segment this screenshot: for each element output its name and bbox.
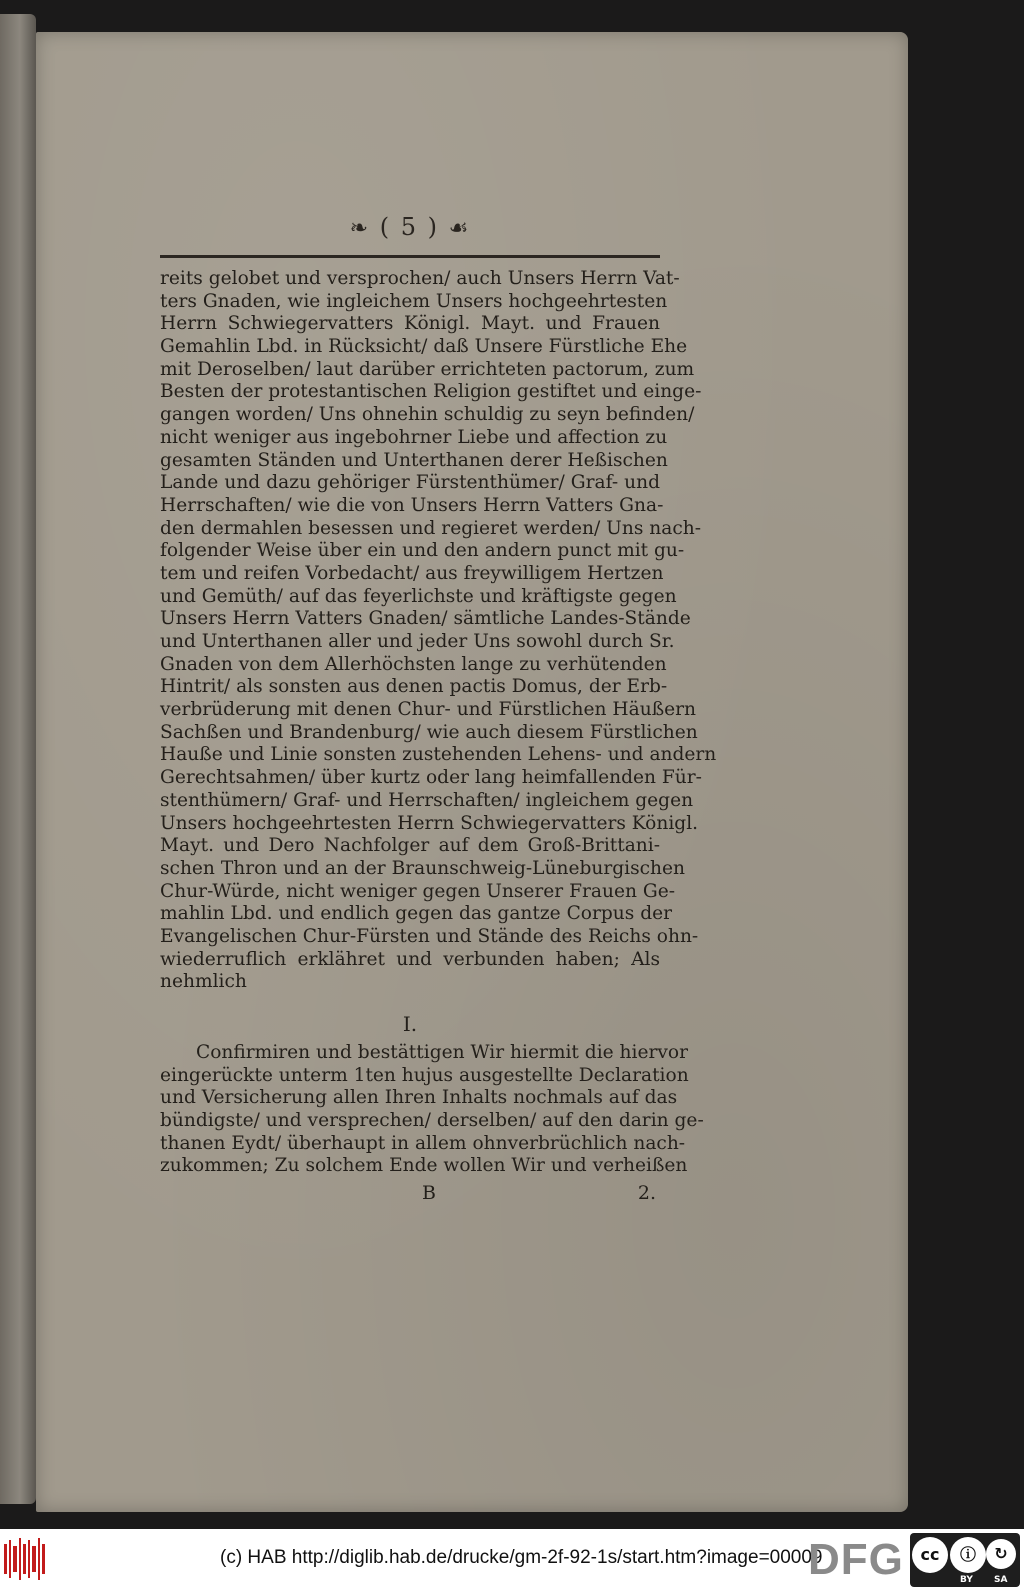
cc-license-badge[interactable] — [910, 1533, 1020, 1587]
text-line: Chur-Würde, nicht weniger gegen Unserer Frauen Ge- — [160, 880, 675, 902]
sa-label: SA — [994, 1575, 1008, 1585]
section-text — [160, 1042, 704, 1178]
header-rule — [160, 255, 660, 258]
text-line: den dermahlen besessen und regieret werden/ Uns nach- — [160, 517, 702, 539]
barcode-logo-icon — [4, 1536, 46, 1582]
text-line: nicht weniger aus ingebohrner Liebe und affection zu — [160, 426, 668, 448]
text-line: eingerückte unterm 1ten hujus ausgestellte Declaration — [160, 1064, 689, 1086]
text-line: Gerechtsahmen/ über kurtz oder lang heimfallenden Für- — [160, 767, 702, 789]
ornament-right-icon: ☙ — [448, 216, 471, 241]
catchword: 2. — [637, 1182, 656, 1204]
section-number: I. — [402, 1012, 418, 1036]
text-line: mahlin Lbd. und endlich gegen das gantze Corpus der — [160, 903, 672, 925]
text-line: Lande und dazu gehöriger Fürstenthümer/ Graf- und — [160, 472, 660, 494]
footer-bar — [0, 1529, 1024, 1592]
text-line: Sachßen und Brandenburg/ wie auch diesem Fürstlichen — [160, 721, 698, 743]
text-line: Unsers Herrn Vatters Gnaden/ sämtliche Landes-Stände — [160, 608, 691, 630]
text-line: nehmlich — [160, 971, 247, 993]
page-header — [160, 213, 660, 243]
text-line: ters Gnaden, wie ingleichem Unsers hochgeehrtesten — [160, 290, 668, 312]
share-alike-icon: ↻ — [986, 1539, 1016, 1569]
text-line: mit Deroselben/ laut darüber errichteten pactorum, zum — [160, 358, 695, 380]
text-line: schen Thron und an der Braunschweig-Lüneburgischen — [160, 857, 686, 879]
text-line: stenthümern/ Graf- und Herrschaften/ ingleichem gegen — [160, 789, 694, 811]
text-line: gangen worden/ Uns ohnehin schuldig zu seyn befinden/ — [160, 404, 695, 426]
attribution-icon: ⓘ — [950, 1537, 986, 1573]
text-line: folgender Weise über ein und den andern punct mit gu- — [160, 540, 685, 562]
text-line: Mayt. und Dero Nachfolger auf dem Groß-Brittani- — [160, 835, 660, 857]
text-line: Gnaden von dem Allerhöchsten lange zu verhütenden — [160, 653, 667, 675]
text-line: tem und reifen Vorbedacht/ aus freywilligem Hertzen — [160, 562, 664, 584]
text-line: Hauße und Linie sonsten zustehenden Lehens- und andern — [160, 744, 717, 766]
text-line: zukommen; Zu solchem Ende wollen Wir und verheißen — [160, 1155, 688, 1177]
text-line: und Unterthanen aller und jeder Uns sowohl durch Sr. — [160, 631, 675, 652]
by-label: BY — [960, 1575, 973, 1585]
text-line: thanen Eydt/ überhaupt in allem ohnverbrüchlich nach- — [160, 1132, 686, 1154]
text-line: reits gelobet und versprochen/ auch Unsers Herrn Vat- — [160, 268, 680, 289]
text-line: bündigste/ und versprechen/ derselben/ auf den darin ge- — [160, 1110, 704, 1132]
dfg-logo: DFG — [808, 1535, 904, 1584]
page-number: ( 5 ) — [379, 213, 439, 241]
text-line: Confirmiren und bestättigen Wir hiermit die hiervor — [196, 1042, 688, 1063]
body-text — [160, 268, 717, 994]
text-line: wiederruflich erklähret und verbunden haben; Als — [160, 948, 660, 970]
page-foot — [160, 1182, 660, 1206]
adjacent-page-edge — [0, 14, 36, 1504]
text-line: gesamten Ständen und Unterthanen derer Heßischen — [160, 449, 668, 471]
text-line: Evangelischen Chur-Fürsten und Stände des Reichs ohn- — [160, 925, 699, 947]
text-line: Hintrit/ als sonsten aus denen pactis Domus, der Erb- — [160, 676, 668, 698]
copyright-credit-link[interactable]: (c) HAB http://diglib.hab.de/drucke/gm-2f-92-1s/start.htm?image=00009 — [220, 1547, 823, 1568]
ornament-left-icon: ❧ — [349, 216, 371, 241]
signature-mark: B — [422, 1182, 436, 1204]
text-line: Herrn Schwiegervatters Königl. Mayt. und Frauen — [160, 313, 660, 335]
text-line: und Gemüth/ auf das feyerlichste und kräftigste gegen — [160, 585, 677, 607]
text-line: und Versicherung allen Ihren Inhalts nochmals auf das — [160, 1087, 678, 1109]
text-line: verbrüderung mit denen Chur- und Fürstlichen Häußern — [160, 699, 696, 721]
text-line: Unsers hochgeehrtesten Herrn Schwiegervatters Königl. — [160, 812, 699, 834]
text-line: Besten der protestantischen Religion gestiftet und einge- — [160, 381, 702, 403]
text-line: Gemahlin Lbd. in Rücksicht/ daß Unsere Fürstliche Ehe — [160, 336, 688, 358]
text-line: Herrschaften/ wie die von Unsers Herrn Vatters Gna- — [160, 494, 664, 516]
cc-icon: cc — [912, 1537, 948, 1573]
